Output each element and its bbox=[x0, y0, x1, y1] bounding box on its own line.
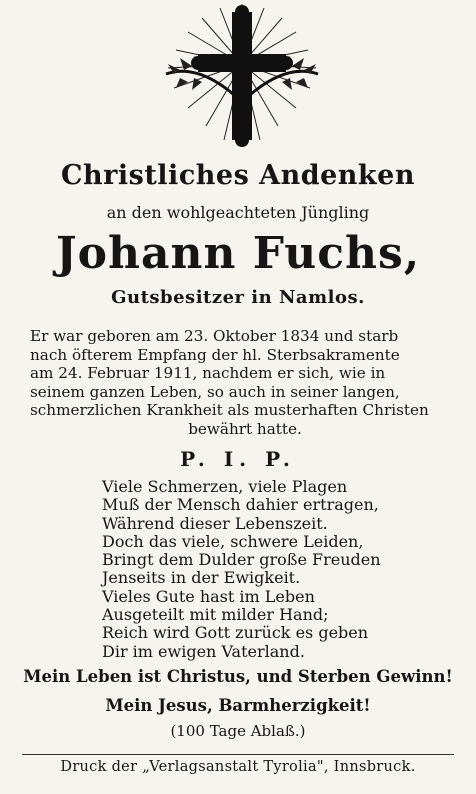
printer-imprint: Druck der „Verlagsanstalt Tyrolia", Innsbruck. bbox=[60, 759, 416, 775]
poem-line: Reich wird Gott zurück es geben bbox=[102, 623, 369, 643]
poem-line: Jenseits in der Ewigkeit. bbox=[102, 568, 301, 588]
poem-line: Viele Schmerzen, viele Plagen bbox=[102, 477, 348, 496]
biography-line: bewährt hatte. bbox=[188, 419, 302, 438]
biography-line: schmerzlichen Krankheit als musterhaften Christen bbox=[30, 401, 429, 419]
cross-with-palm-branches-icon bbox=[160, 2, 324, 150]
biography-line: Er war geboren am 23. Oktober 1834 und starb bbox=[30, 327, 399, 345]
divider bbox=[22, 754, 454, 755]
poem-line: Muß der Mensch dahier ertragen, bbox=[102, 495, 379, 515]
motto-line: Mein Leben ist Christus, und Sterben Gewinn! bbox=[23, 667, 453, 686]
biography-line: seinem ganzen Leben, so auch in seiner langen, bbox=[30, 382, 400, 401]
poem-line: Bringt dem Dulder große Freuden bbox=[102, 550, 381, 570]
poem-line: Dir im ewigen Vaterland. bbox=[102, 641, 305, 661]
indulgence-note: (100 Tage Ablaß.) bbox=[170, 722, 306, 740]
poem-line: Vieles Gute hast im Leben bbox=[102, 586, 315, 606]
card-heading: Christliches Andenken bbox=[61, 160, 415, 191]
biography-line: am 24. Februar 1911, nachdem er sich, wie in bbox=[30, 364, 386, 382]
occupation-line: Gutsbesitzer in Namlos. bbox=[111, 287, 365, 308]
poem-line: Während dieser Lebenszeit. bbox=[102, 513, 328, 533]
deceased-name: Johann Fuchs, bbox=[55, 228, 421, 279]
poem-line: Doch das viele, schwere Leiden, bbox=[102, 531, 364, 551]
poem-line: Ausgeteilt mit milder Hand; bbox=[102, 605, 329, 625]
biography-line: nach öfterem Empfang der hl. Sterbsakramente bbox=[30, 345, 400, 364]
pip-abbreviation: P. I. P. bbox=[180, 447, 296, 471]
dedication-line: an den wohlgeachteten Jüngling bbox=[106, 203, 370, 222]
prayer-line: Mein Jesus, Barmherzigkeit! bbox=[105, 696, 371, 715]
biography-text bbox=[30, 327, 460, 438]
poem bbox=[102, 478, 381, 661]
